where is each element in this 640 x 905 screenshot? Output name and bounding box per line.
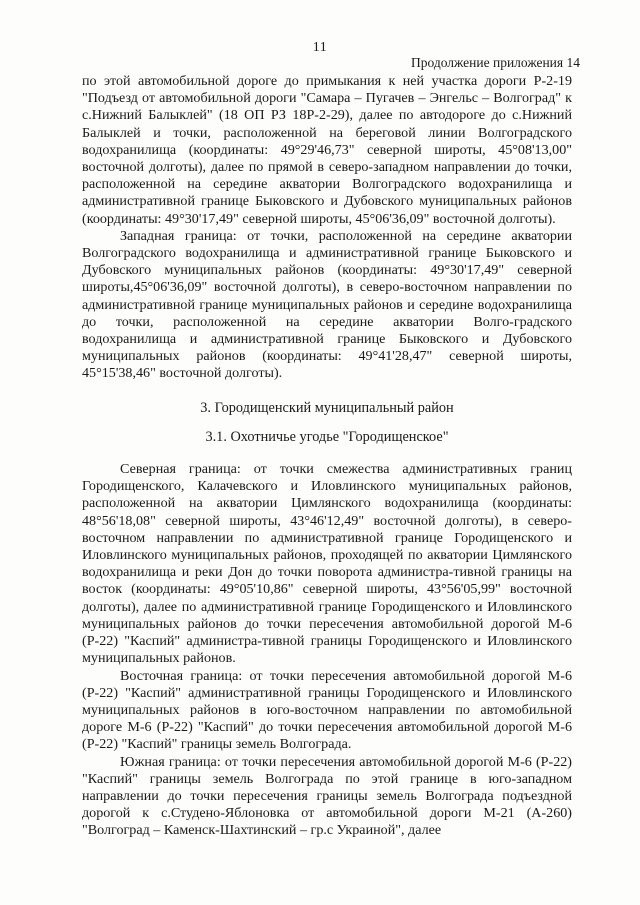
paragraph-northern-border: Северная граница: от точки смежества административных границ Городищенского, Калачевского и Иловлинского муниципальных районов, расположенной на акватории Цимлянского водохранилища (координаты: 48°56'18,08" северной широты, 43°46'12,49" восточной долготы), в северо-восточном направлении по административной границе Городищенского и Иловлинского муниципальных районов, проходящей по акватории Цимлянского водохранилища и реки Дон до точки поворота администра-тивной границы на восток (координаты: 49°05'10,86" северной широты, 43°56'05,99" восточной долготы), далее по административной границе Городищенского и Иловлинского муниципальных районов до точки пересечения автомобильной дорогой М-6 (Р-22) "Каспий" администра-тивной границы Городищенского и Иловлинского муниципальных районов. bbox=[82, 461, 572, 667]
paragraph-continued: по этой автомобильной дороге до примыкания к ней участка дороги Р-2-19 "Подъезд от автомобильной дороги "Самара – Пугачев – Энгельс – Волгоград" к с.Нижний Балыклей" (18 ОП РЗ 18Р-2-29), далее по автодороге до с.Нижний Балыклей и точки, расположенной на береговой линии Волгоградского водохранилища (координаты: 49°29'46,73" северной широты, 45°08'13,00" восточной долготы), далее по прямой в северо-западном направлении до точки, расположенной на середине акватории Волгоградского водохранилища и административной границе Быковского и Дубовского муниципальных районов (координаты: 49°30'17,49" северной широты, 45°06'36,09" восточной долготы). bbox=[82, 73, 572, 227]
section-heading: 3. Городищенский муниципальный район bbox=[200, 399, 454, 416]
paragraph-western-border: Западная граница: от точки, расположенной на середине акватории Волгоградского водохранилища и административной границе Быковского и Дубовского муниципальных районов (координаты: 49°30'17,49" северной широты,45°06'36,09" восточной долготы), в северо-восточном направлении по административной границе муниципальных районов и середине водохранилища до точки, расположенной на середине акватории Волго-градского водохранилища и административной границе Быковского и Дубовского муниципальных районов (координаты: 49°41'28,47" северной широты, 45°15'38,46" восточной долготы). bbox=[82, 227, 572, 382]
continuation-note: Продолжение приложения 14 bbox=[410, 55, 580, 70]
paragraph-eastern-border: Восточная граница: от точки пересечения автомобильной дорогой М-6 (Р-22) "Каспий" административной границы Городищенского и Иловлинского муниципальных районов в юго-восточном направлении по автомобильной дороге М-6 (Р-22) "Каспий" до точки пересечения автомобильной дорогой М-6 (Р-22) "Каспий" границы земель Волгограда. bbox=[82, 667, 572, 753]
document-body bbox=[82, 73, 572, 840]
paragraph-southern-border: Южная граница: от точки пересечения автомобильной дорогой М-6 (Р-22) "Каспий" границы земель Волгограда по этой границе в юго-западном направлении до точки пересечения границы земель Волгограда подъездной дорогой к с.Студено-Яблоновка от автомобильной дороги М-21 (А-260) "Волгоград – Каменск-Шахтинский – гр.с Украиной", далее bbox=[82, 753, 572, 839]
subsection-heading: 3.1. Охотничье угодье "Городищенское" bbox=[205, 428, 449, 445]
page-number: 11 bbox=[312, 40, 328, 55]
